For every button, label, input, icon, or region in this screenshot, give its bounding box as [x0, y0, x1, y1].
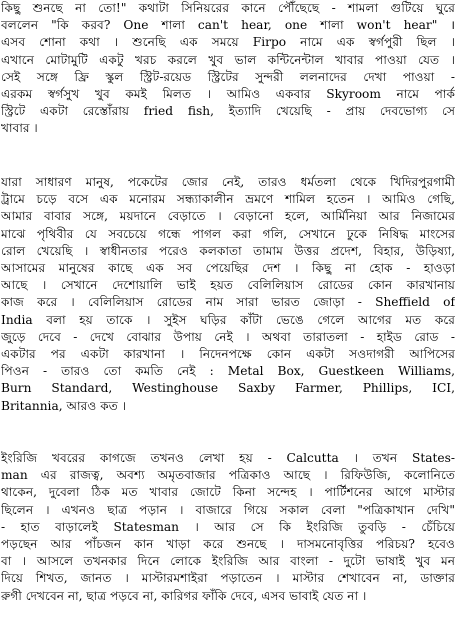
text-line: যারা সাধারণ মানুষ, পকেটের জোর নেই, তারও ধর্মতলা থেকে খিদিরপুরগামী [1, 175, 455, 189]
text-line: আসামের মানুষের কাছে এক সব পেয়েছির দেশ । কিছু না হোক - হাওড়া [1, 261, 455, 276]
text-line: বা । আসলে তখনকার দিনে লোকে ইংরিজি আর বাংলা - দুটো ভাষাই খুব মন [1, 554, 455, 569]
text-line: এসব শোনা কথা । শুনেছি এক সময়ে Firpo নামে এক স্বর্গপুরী ছিল । [1, 35, 455, 50]
text-line: আমার বাবার সঙ্গে, ময়দানে বেড়াতে । বেড়ানো হলে, আর্মিনিয়া আর নিজামের [1, 209, 455, 224]
text-line: man এর রাজত্ব, অবশ্য অমৃতবাজার পত্রিকাও আছে । রিফিউজি, কলোনিতে [1, 468, 455, 483]
text-line: কাজ করে । বেলিলিয়াস রোডের নাম সারা ভারত জোড়া - Sheffield of [1, 295, 455, 310]
text-line: Burn Standard, Westinghouse Saxby Farmer, Phillips, ICI, [1, 381, 455, 396]
paragraph-common-people [1, 174, 455, 415]
text-line: রুগী দেখবেন না, ছাত্র পড়বে না, কারিগর ফাঁকি দেবে, এসব ভাবাই যেত না । [1, 588, 367, 603]
text-line: ইংরিজি খবরের কাগজে তখনও লেখা হয় - Calcutta । তখন States- [1, 451, 455, 465]
text-line: বললেন "কি করব? One শালা can't hear, one শালা won't hear" । [1, 18, 455, 33]
text-line: জুড়ে দেবে - দেখে বোঝার উপায় নেই । অথবা তারাতলা - হাইড রোড - [1, 329, 455, 344]
text-line: ছিলেন । এখনও ছাত্র পড়ান । বাজারে গিয়ে সকাল বেলা "পত্রিকাখান দেখি" [1, 502, 455, 517]
text-line: এখানে মোটামুটি একটু খরচ করলে খুব ভাল কন্টিনেন্টাল খাবার পাওয়া যেত । [1, 52, 455, 67]
text-line: আছে । সেখানে দেশোয়ালি ভাই হয়ত বেলিলিয়াস রোডের কোন কারখানায় [1, 278, 455, 293]
paragraph-firpo-skyroom [1, 0, 455, 138]
text-line: সেই সঙ্গে ফ্রি স্কুল স্ট্রিট-রয়েড স্ট্রিটের সুন্দরী ললনাদের দেখা পাওয়া - [1, 69, 455, 84]
text-line: Britannia, আরও কত । [1, 398, 127, 413]
text-line: থাকেন, দুবেলা ঠিক মত খাবার জোটে কিনা সন্দেহ । পার্টিশনের আগে মাস্টার [1, 485, 455, 500]
text-line: খাবার । [1, 121, 38, 136]
text-line: কিছু শুনছে না তো!" কথাটা সিনিয়রের কানে পৌঁছেছে - শামলা গুটিয়ে ঘুরে [1, 1, 455, 15]
text-line: এরকম স্বর্গসুখ খুব কমই মিলত । আমিও একবার Skyroom নামে পার্ক [1, 87, 455, 102]
text-line: দিয়ে শিখত, জানত । মাস্টারমশাইরা পড়াতেন । মাস্টার শেখাবেন না, ডাক্তার [1, 571, 455, 586]
text-line: স্ট্রিটে একটা রেস্তোঁরায় fried fish, ইত্যাদি খেয়েছি - প্রায় দেবভোগ্য সে [1, 104, 455, 119]
text-line: মাঝে পৃথিবীর যে সবচেয়ে গন্ধে পাগল করা গলি, সেখানে ঢুকে নিষিদ্ধ মাংসের [1, 226, 455, 241]
text-line: একটার পর একটা কারখানা । নিদেনপক্ষে কোন একটা সওদাগরী আপিসের [1, 347, 455, 362]
text-line: পড়ছেন আর পাঁচজন কান খাড়া করে শুনছে । দাসমনোবৃত্তির পরিচয়? হবেও [1, 537, 455, 552]
paragraph-calcutta-statesman [1, 450, 455, 605]
text-line: India বলা হয় তাকে । সুইস ঘড়ির কাঁটা ভেঙে গেলে আগের মত করে [1, 312, 455, 327]
text-line: পিওন - তারও তো কমতি নেই : Metal Box, Guestkeen Williams, [1, 364, 455, 379]
text-line: - হাত বাড়ালেই Statesman । আর সে কি ইংরিজি তুবড়ি - চেঁচিয়ে [1, 519, 455, 534]
text-line: ট্রামে চড়ে বসে এক মনোরম সন্ধ্যাকালীন ভ্রমণে শামিল হতেন । আমিও গেছি, [1, 192, 455, 207]
text-line: রোল খেয়েছি । স্বাধীনতার পরেও কলকাতা তামাম উত্তর প্রদেশ, বিহার, উড়িষ্যা, [1, 243, 455, 258]
